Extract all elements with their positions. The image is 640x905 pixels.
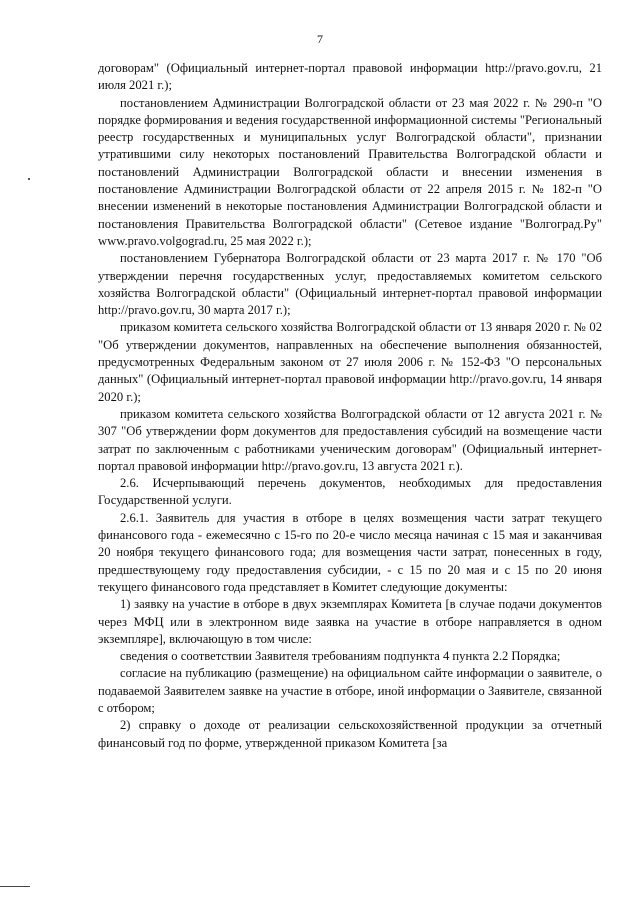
- paragraph: сведения о соответствии Заявителя требованиям подпункта 4 пункта 2.2 Порядка;: [120, 649, 561, 664]
- scan-edge-mark: [0, 886, 30, 887]
- list-item: 1) заявку на участие в отборе в двух экземплярах Комитета [в случае подачи документов через МФЦ или в электронном виде заявка на участие в отборе направляется в одном экземпляре], включающую в том числе:: [98, 597, 602, 646]
- paragraph: приказом комитета сельского хозяйства Волгоградской области от 12 августа 2021 г. № 307 "Об утверждении форм документов для предоставления субсидий на возмещение части затрат по заключенным с работниками ученическим договорам" (Официальный интернет-портал правовой информации http://pravo.gov.ru, 13 августа 2021 г.).: [98, 406, 602, 473]
- paragraph: 2.6.1. Заявитель для участия в отборе в целях возмещения части затрат текущего финансового года - ежемесячно с 15-го по 20-е число месяца начиная с 15 мая и заканчивая 20 ноября текущего финансового года; для возмещения части затрат, понесенных в году, предшествующему году предоставления субсидии, - с 15 по 20 мая и с 15 по 20 июня текущего финансового года представляет в Комитет следующие документы:: [98, 510, 602, 594]
- paragraph: постановлением Администрации Волгоградской области от 23 мая 2022 г. № 290-п "О порядке формирования и ведения государственной информационной системы "Региональный реестр государственных и муниципальных услуг Волгоградской области", признании утратившими силу некоторых постановлений Правительства Волгоградской области и постановлений Администрации Волгоградской области и внесении изменения в постановление Администрации Волгоградской области от 22 апреля 2015 г. № 182-п "О внесении изменений в некоторые постановления Администрации Волгоградской области и постановления Правительства Волгоградской области" (Сетевое издание "Волгоград.Ру" www.pravo.volgograd.ru, 25 мая 2022 г.);: [98, 95, 602, 248]
- page-number: 7: [317, 32, 323, 46]
- section-heading-2-6: 2.6. Исчерпывающий перечень документов, необходимых для предоставления Государственной услуги.: [98, 476, 602, 508]
- paragraph: постановлением Губернатора Волгоградской области от 23 марта 2017 г. № 170 "Об утверждении перечня государственных услуг, предоставляемых комитетом сельского хозяйства Волгоградской области" (Официальный интернет-портал правовой информации http://pravo.gov.ru, 30 марта 2017 г.);: [98, 251, 602, 318]
- paragraph: договорам" (Официальный интернет-портал правовой информации http://pravo.gov.ru, 21 июля 2021 г.);: [98, 61, 602, 93]
- document-body: [98, 60, 602, 752]
- scan-speck: [28, 178, 30, 180]
- paragraph: согласие на публикацию (размещение) на официальном сайте информации о заявителе, о подаваемой Заявителем заявке на участие в отборе, иной информации о Заявителе, связанной с отбором;: [98, 666, 602, 715]
- paragraph: приказом комитета сельского хозяйства Волгоградской области от 13 января 2020 г. № 02 "Об утверждении документов, направленных на обеспечение выполнения обязанностей, предусмотренных Федеральным законом от 27 июля 2006 г. № 152-ФЗ "О персональных данных" (Официальный интернет-портал правовой информации http://pravo.gov.ru, 14 января 2020 г.);: [98, 320, 602, 404]
- list-item: 2) справку о доходе от реализации сельскохозяйственной продукции за отчетный финансовый год по форме, утвержденной приказом Комитета [за: [98, 718, 602, 750]
